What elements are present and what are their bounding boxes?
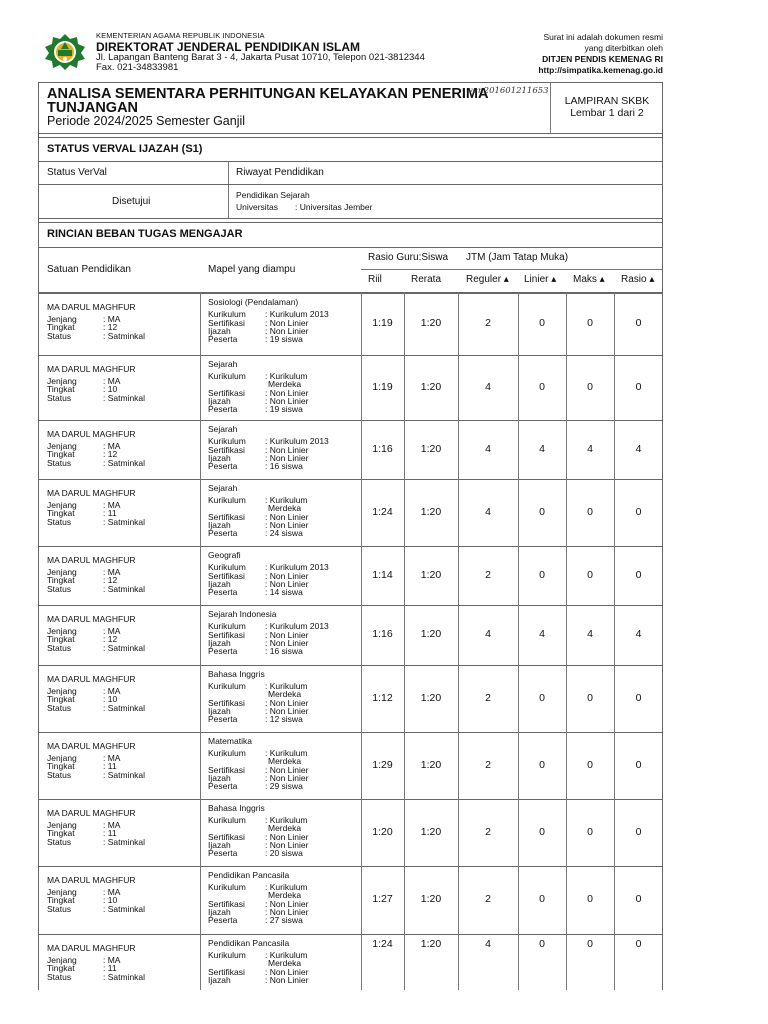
jenjang-value: : MA — [103, 376, 121, 386]
lembar-label: Lembar 1 dari 2 — [570, 107, 644, 119]
tingkat-label: Tingkat — [47, 384, 75, 394]
peserta-label: Peserta — [208, 461, 238, 471]
school-name: MA DARUL MAGHFUR — [47, 808, 136, 818]
kurikulum-value-cont: Merdeka — [268, 689, 302, 699]
linier-value: 0 — [539, 506, 545, 518]
col-status-verval: Status VerVal — [47, 167, 107, 178]
school-name: MA DARUL MAGHFUR — [47, 488, 136, 498]
riil-value: 1:20 — [372, 826, 393, 838]
divider — [361, 269, 663, 270]
sertifikasi-value: : Non Linier — [265, 967, 309, 977]
kurikulum-value: : Kurikulum 2013 — [265, 436, 329, 446]
rerata-value: 1:20 — [420, 443, 442, 455]
status-label: Status — [47, 331, 72, 341]
rerata-value: 1:20 — [420, 938, 442, 950]
col-maks-sort[interactable]: Maks ▴ — [573, 274, 605, 285]
rasio-value: 0 — [635, 759, 642, 771]
sertifikasi-value: : Non Linier — [265, 698, 309, 708]
ijazah-value: : Non Linier — [265, 579, 309, 589]
jenjang-label: Jenjang — [47, 314, 77, 324]
linier-value: 0 — [539, 381, 545, 393]
peserta-value: : 16 siswa — [265, 461, 303, 471]
school-name: MA DARUL MAGHFUR — [47, 875, 136, 885]
maks-value: 0 — [587, 506, 593, 518]
kurikulum-label: Kurikulum — [208, 371, 246, 381]
peserta-label: Peserta — [208, 587, 238, 597]
jenjang-value: : MA — [103, 441, 121, 451]
reguler-value: 4 — [485, 506, 491, 518]
riil-value: 1:19 — [372, 381, 393, 393]
note-issuer: DITJEN PENDIS KEMENAG RI — [542, 54, 663, 64]
rerata-value: 1:20 — [420, 692, 442, 704]
divider — [200, 355, 201, 420]
peserta-value: : 16 siswa — [265, 646, 303, 656]
reguler-value: 2 — [485, 826, 491, 838]
kurikulum-value: : Kurikulum 2013 — [265, 562, 329, 572]
ijazah-label: Ijazah — [208, 840, 231, 850]
status-value: : Satminkal — [103, 331, 146, 341]
kurikulum-label: Kurikulum — [208, 748, 246, 758]
status-value: : Satminkal — [103, 584, 146, 594]
rincian-col-header — [38, 247, 663, 293]
tingkat-label: Tingkat — [47, 449, 75, 459]
ijazah-label: Ijazah — [208, 453, 231, 463]
rerata-value: 1:20 — [420, 317, 442, 329]
maks-value: 0 — [587, 692, 593, 704]
lampiran-label: LAMPIRAN SKBK — [564, 95, 650, 107]
kurikulum-value: : Kurikulum — [265, 495, 308, 505]
riil-value: 1:27 — [372, 893, 393, 905]
peserta-label: Peserta — [208, 781, 238, 791]
kurikulum-label: Kurikulum — [208, 309, 246, 319]
jenjang-label: Jenjang — [47, 686, 77, 696]
kurikulum-value: : Kurikulum 2013 — [265, 621, 329, 631]
jenjang-value: : MA — [103, 500, 121, 510]
ijazah-label: Ijazah — [208, 907, 231, 917]
status-value: : Satminkal — [103, 517, 146, 527]
directorate-name: DIREKTORAT JENDERAL PENDIDIKAN ISLAM — [96, 40, 361, 54]
mapel-name: Bahasa Inggris — [208, 803, 265, 813]
kurikulum-label: Kurikulum — [208, 815, 246, 825]
pendidikan-value: Pendidikan Sejarah — [236, 190, 310, 200]
doc-title-line1: ANALISA SEMENTARA PERHITUNGAN KELAYAKAN PENERIMA — [47, 86, 489, 102]
status-value: : Satminkal — [103, 904, 146, 914]
sertifikasi-label: Sertifikasi — [208, 698, 245, 708]
sertifikasi-label: Sertifikasi — [208, 832, 245, 842]
sertifikasi-value: : Non Linier — [265, 445, 309, 455]
rerata-value: 1:20 — [420, 569, 442, 581]
sertifikasi-label: Sertifikasi — [208, 318, 245, 328]
kemenag-emblem-icon — [44, 33, 86, 71]
mapel-name: Sejarah — [208, 424, 238, 434]
divider — [200, 293, 201, 355]
riil-value: 1:24 — [372, 506, 393, 518]
tingkat-value: : 11 — [103, 761, 117, 771]
col-reguler-sort[interactable]: Reguler ▴ — [466, 274, 509, 285]
riil-value: 1:12 — [372, 692, 393, 704]
rasio-value: 0 — [635, 569, 642, 581]
official-note — [538, 32, 663, 76]
ijazah-value: : Non Linier — [265, 975, 309, 985]
univ-label: Universitas — [236, 202, 279, 212]
reguler-value: 4 — [485, 443, 491, 455]
peserta-label: Peserta — [208, 646, 238, 656]
riil-value: 1:24 — [372, 938, 393, 950]
rasio-value: 0 — [635, 692, 642, 704]
reguler-value: 2 — [485, 692, 491, 704]
sertifikasi-value: : Non Linier — [265, 571, 309, 581]
sertifikasi-label: Sertifikasi — [208, 512, 245, 522]
school-name: MA DARUL MAGHFUR — [47, 943, 136, 953]
jenjang-label: Jenjang — [47, 376, 77, 386]
kurikulum-label: Kurikulum — [208, 882, 246, 892]
kurikulum-value-cont: Merdeka — [268, 503, 302, 513]
ijazah-value: : Non Linier — [265, 840, 309, 850]
col-jtm: JTM (Jam Tatap Muka) — [466, 252, 569, 263]
ijazah-value: : Non Linier — [265, 326, 309, 336]
rasio-value: 0 — [635, 381, 642, 393]
divider — [200, 799, 201, 866]
status-value: : Satminkal — [103, 458, 146, 468]
status-label: Status — [47, 837, 72, 847]
divider — [200, 866, 201, 934]
tingkat-label: Tingkat — [47, 575, 75, 585]
tingkat-value: : 10 — [103, 384, 118, 394]
doc-version: ver.201601211653 — [468, 86, 549, 96]
status-label: Status — [47, 584, 72, 594]
linier-value: 4 — [539, 443, 545, 455]
rerata-value: 1:20 — [420, 506, 442, 518]
reguler-value: 4 — [485, 938, 491, 950]
kurikulum-value: : Kurikulum — [265, 950, 308, 960]
linier-value: 0 — [539, 893, 545, 905]
rasio-value: 0 — [635, 893, 642, 905]
tingkat-value: : 12 — [103, 449, 118, 459]
jenjang-label: Jenjang — [47, 820, 77, 830]
jenjang-value: : MA — [103, 314, 121, 324]
jenjang-label: Jenjang — [47, 567, 77, 577]
status-value: : Satminkal — [103, 393, 146, 403]
maks-value: 0 — [587, 317, 593, 329]
reguler-value: 2 — [485, 317, 491, 329]
col-riil: Riil — [368, 274, 382, 285]
mapel-name: Sejarah — [208, 483, 238, 493]
kurikulum-value: : Kurikulum — [265, 681, 308, 691]
kurikulum-value-cont: Merdeka — [268, 958, 302, 968]
fax: Fax. 021-34833981 — [96, 62, 179, 73]
status-label: Status — [47, 458, 72, 468]
maks-value: 0 — [587, 938, 593, 950]
doc-title — [47, 87, 488, 115]
jenjang-value: : MA — [103, 753, 121, 763]
note-line: yang diterbitkan oleh — [584, 43, 663, 53]
note-line: Surat ini adalah dokumen resmi — [543, 32, 663, 42]
school-name: MA DARUL MAGHFUR — [47, 741, 136, 751]
ijazah-value: : Non Linier — [265, 638, 309, 648]
maks-value: 4 — [587, 443, 593, 455]
tingkat-label: Tingkat — [47, 963, 75, 973]
sertifikasi-value: : Non Linier — [265, 832, 309, 842]
rerata-value: 1:20 — [420, 628, 442, 640]
maks-value: 0 — [587, 893, 593, 905]
rasio-value: 0 — [635, 317, 642, 329]
ijazah-value: : Non Linier — [265, 520, 309, 530]
school-name: MA DARUL MAGHFUR — [47, 429, 136, 439]
maks-value: 0 — [587, 826, 593, 838]
mapel-name: Bahasa Inggris — [208, 669, 265, 679]
kurikulum-value: : Kurikulum — [265, 748, 308, 758]
col-riwayat: Riwayat Pendidikan — [236, 167, 324, 178]
status-value: : Satminkal — [103, 770, 146, 780]
tingkat-label: Tingkat — [47, 761, 75, 771]
status-value: : Satminkal — [103, 837, 146, 847]
kurikulum-label: Kurikulum — [208, 681, 246, 691]
linier-value: 0 — [539, 569, 545, 581]
letterhead — [0, 0, 768, 80]
sertifikasi-value: : Non Linier — [265, 318, 309, 328]
status-label: Status — [47, 643, 72, 653]
status-value: : Satminkal — [103, 972, 146, 982]
ministry-name: KEMENTERIAN AGAMA REPUBLIK INDONESIA — [96, 31, 265, 40]
linier-value: 0 — [539, 759, 545, 771]
school-name: MA DARUL MAGHFUR — [47, 674, 136, 684]
rerata-value: 1:20 — [420, 381, 442, 393]
peserta-value: : 27 siswa — [265, 915, 303, 925]
divider — [200, 665, 201, 732]
linier-value: 0 — [539, 317, 545, 329]
ijazah-label: Ijazah — [208, 773, 231, 783]
kurikulum-label: Kurikulum — [208, 562, 246, 572]
divider — [200, 420, 201, 479]
jenjang-value: : MA — [103, 887, 121, 897]
col-rasio-sort[interactable]: Rasio ▴ — [621, 274, 655, 285]
verval-col-header — [38, 161, 663, 185]
sertifikasi-value: : Non Linier — [265, 388, 309, 398]
kurikulum-label: Kurikulum — [208, 495, 246, 505]
maks-value: 0 — [587, 759, 593, 771]
mapel-name: Sejarah Indonesia — [208, 609, 277, 619]
peserta-value: : 20 siswa — [265, 848, 303, 858]
ijazah-label: Ijazah — [208, 326, 231, 336]
reguler-value: 2 — [485, 893, 491, 905]
linier-value: 4 — [539, 628, 545, 640]
riil-value: 1:16 — [372, 443, 393, 455]
kurikulum-value-cont: Merdeka — [268, 823, 302, 833]
kurikulum-value: : Kurikulum 2013 — [265, 309, 329, 319]
status-label: Status — [47, 770, 72, 780]
ijazah-value: : Non Linier — [265, 907, 309, 917]
maks-value: 0 — [587, 381, 593, 393]
reguler-value: 2 — [485, 759, 491, 771]
divider — [200, 934, 201, 990]
ijazah-label: Ijazah — [208, 396, 231, 406]
status-label: Status — [47, 393, 72, 403]
kurikulum-value: : Kurikulum — [265, 882, 308, 892]
ijazah-label: Ijazah — [208, 975, 231, 985]
kurikulum-label: Kurikulum — [208, 950, 246, 960]
peserta-value: : 24 siswa — [265, 528, 303, 538]
jenjang-value: : MA — [103, 686, 121, 696]
divider — [200, 479, 201, 546]
status-label: Status — [47, 904, 72, 914]
col-satuan: Satuan Pendidikan — [47, 264, 131, 275]
ijazah-value: : Non Linier — [265, 773, 309, 783]
linier-value: 0 — [539, 692, 545, 704]
univ-value: : Universitas Jember — [295, 202, 373, 212]
sertifikasi-label: Sertifikasi — [208, 445, 245, 455]
jenjang-value: : MA — [103, 820, 121, 830]
kurikulum-label: Kurikulum — [208, 621, 246, 631]
ijazah-value: : Non Linier — [265, 706, 309, 716]
sertifikasi-value: : Non Linier — [265, 630, 309, 640]
status-label: Status — [47, 972, 72, 982]
maks-value: 0 — [587, 569, 593, 581]
tingkat-value: : 11 — [103, 963, 117, 973]
peserta-label: Peserta — [208, 404, 238, 414]
school-name: MA DARUL MAGHFUR — [47, 614, 136, 624]
sertifikasi-value: : Non Linier — [265, 899, 309, 909]
mapel-name: Geografi — [208, 550, 241, 560]
tingkat-label: Tingkat — [47, 322, 75, 332]
divider — [200, 546, 201, 605]
kurikulum-label: Kurikulum — [208, 436, 246, 446]
school-name: MA DARUL MAGHFUR — [47, 555, 136, 565]
kurikulum-value: : Kurikulum — [265, 371, 308, 381]
school-name: MA DARUL MAGHFUR — [47, 302, 136, 312]
ijazah-label: Ijazah — [208, 520, 231, 530]
note-url[interactable]: http://simpatika.kemenag.go.id — [538, 65, 663, 75]
riil-value: 1:19 — [372, 317, 393, 329]
riil-value: 1:29 — [372, 759, 393, 771]
divider — [200, 605, 201, 665]
divider — [550, 82, 551, 134]
col-rasio-guru-siswa: Rasio Guru:Siswa — [368, 252, 449, 263]
mapel-name: Sejarah — [208, 359, 238, 369]
col-mapel: Mapel yang diampu — [208, 264, 296, 275]
sertifikasi-value: : Non Linier — [265, 765, 309, 775]
peserta-label: Peserta — [208, 714, 238, 724]
jenjang-value: : MA — [103, 955, 121, 965]
divider — [200, 732, 201, 799]
rasio-value: 4 — [635, 443, 642, 455]
ijazah-value: : Non Linier — [265, 453, 309, 463]
tingkat-label: Tingkat — [47, 828, 75, 838]
status-label: Status — [47, 517, 72, 527]
doc-title-line2: TUNJANGAN — [47, 100, 139, 116]
sertifikasi-value: : Non Linier — [265, 512, 309, 522]
reguler-value: 4 — [485, 381, 491, 393]
ijazah-label: Ijazah — [208, 706, 231, 716]
jenjang-label: Jenjang — [47, 626, 77, 636]
status-label: Status — [47, 703, 72, 713]
jenjang-value: : MA — [103, 567, 121, 577]
tingkat-value: : 12 — [103, 575, 118, 585]
sertifikasi-label: Sertifikasi — [208, 388, 245, 398]
peserta-label: Peserta — [208, 915, 238, 925]
peserta-label: Peserta — [208, 528, 238, 538]
peserta-label: Peserta — [208, 334, 238, 344]
sertifikasi-label: Sertifikasi — [208, 571, 245, 581]
mapel-name: Sosiologi (Pendalaman) — [208, 297, 299, 307]
jenjang-value: : MA — [103, 626, 121, 636]
mapel-name: Pendidikan Pancasila — [208, 870, 290, 880]
tingkat-value: : 11 — [103, 828, 117, 838]
rerata-value: 1:20 — [420, 826, 442, 838]
sertifikasi-label: Sertifikasi — [208, 899, 245, 909]
rasio-value: 0 — [635, 506, 642, 518]
mapel-name: Matematika — [208, 736, 252, 746]
sertifikasi-label: Sertifikasi — [208, 967, 245, 977]
status-value: : Satminkal — [103, 703, 146, 713]
tingkat-label: Tingkat — [47, 895, 75, 905]
doc-period: Periode 2024/2025 Semester Ganjil — [47, 114, 246, 128]
tingkat-value: : 12 — [103, 634, 118, 644]
lampiran-box — [552, 95, 662, 119]
status-value: Disetujui — [112, 196, 151, 207]
rincian-section-title: RINCIAN BEBAN TUGAS MENGAJAR — [47, 228, 243, 240]
jenjang-label: Jenjang — [47, 955, 77, 965]
school-name: MA DARUL MAGHFUR — [47, 364, 136, 374]
reguler-value: 2 — [485, 569, 491, 581]
col-rerata: Rerata — [411, 274, 442, 285]
peserta-value: : 19 siswa — [265, 334, 303, 344]
peserta-value: : 12 siswa — [265, 714, 303, 724]
tingkat-label: Tingkat — [47, 634, 75, 644]
tingkat-label: Tingkat — [47, 508, 75, 518]
ijazah-label: Ijazah — [208, 638, 231, 648]
reguler-value: 4 — [485, 628, 491, 640]
jenjang-label: Jenjang — [47, 887, 77, 897]
tingkat-value: : 11 — [103, 508, 117, 518]
tingkat-value: : 10 — [103, 694, 118, 704]
riil-value: 1:14 — [372, 569, 393, 581]
rasio-value: 4 — [635, 628, 642, 640]
kurikulum-value-cont: Merdeka — [268, 890, 302, 900]
peserta-value: : 14 siswa — [265, 587, 303, 597]
maks-value: 4 — [587, 628, 593, 640]
linier-value: 0 — [539, 938, 545, 950]
tingkat-value: : 10 — [103, 895, 118, 905]
kurikulum-value-cont: Merdeka — [268, 379, 302, 389]
peserta-label: Peserta — [208, 848, 238, 858]
peserta-value: : 29 siswa — [265, 781, 303, 791]
rerata-value: 1:20 — [420, 759, 442, 771]
rasio-value: 0 — [635, 826, 642, 838]
address: Jl. Lapangan Banteng Barat 3 - 4, Jakarta Pusat 10710, Telepon 021-3812344 — [96, 52, 425, 63]
peserta-value: : 19 siswa — [265, 404, 303, 414]
status-value: : Satminkal — [103, 643, 146, 653]
verval-section-title: STATUS VERVAL IJAZAH (S1) — [47, 143, 203, 155]
col-linier-sort[interactable]: Linier ▴ — [524, 274, 557, 285]
ijazah-label: Ijazah — [208, 579, 231, 589]
sertifikasi-label: Sertifikasi — [208, 765, 245, 775]
ijazah-value: : Non Linier — [265, 396, 309, 406]
linier-value: 0 — [539, 826, 545, 838]
jenjang-label: Jenjang — [47, 753, 77, 763]
mapel-name: Pendidikan Pancasila — [208, 938, 290, 948]
kurikulum-value: : Kurikulum — [265, 815, 308, 825]
riil-value: 1:16 — [372, 628, 393, 640]
jenjang-label: Jenjang — [47, 441, 77, 451]
sertifikasi-label: Sertifikasi — [208, 630, 245, 640]
tingkat-label: Tingkat — [47, 694, 75, 704]
jenjang-label: Jenjang — [47, 500, 77, 510]
rerata-value: 1:20 — [420, 893, 442, 905]
rasio-value: 0 — [635, 938, 642, 950]
tingkat-value: : 12 — [103, 322, 118, 332]
kurikulum-value-cont: Merdeka — [268, 756, 302, 766]
